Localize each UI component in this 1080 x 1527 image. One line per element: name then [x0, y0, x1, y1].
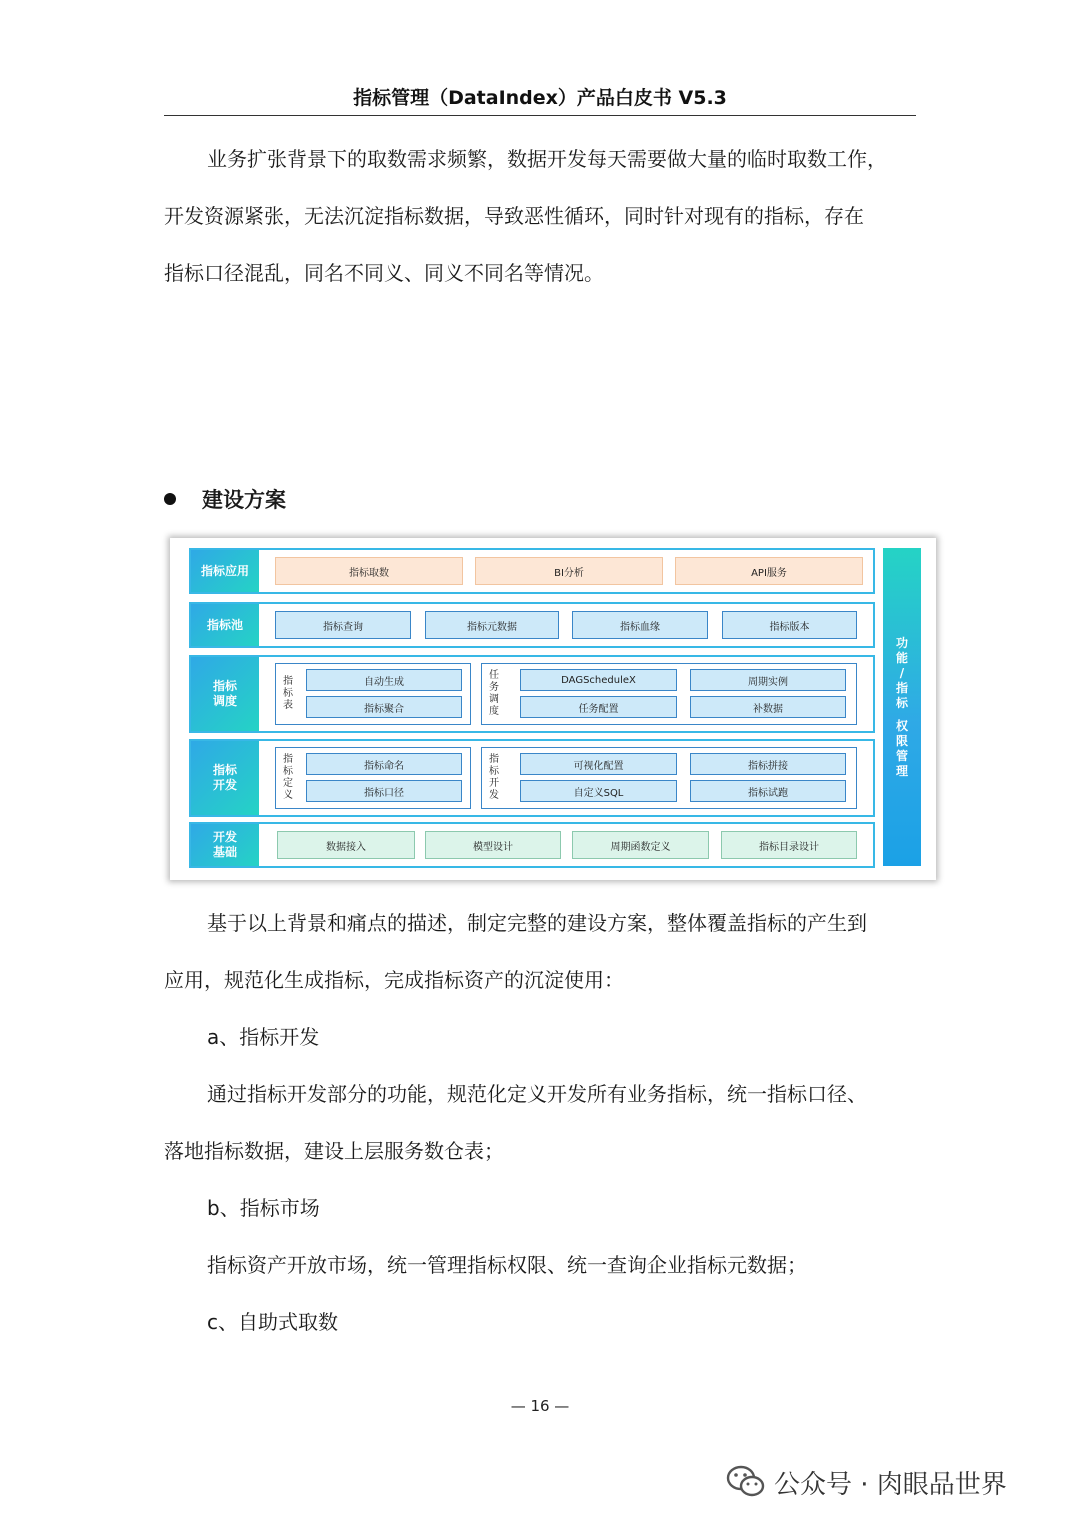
- group-metric-table: [275, 663, 471, 725]
- box-cycle-instance: 周期实例: [690, 669, 846, 691]
- body-line: 指标资产开放市场，统一管理指标权限、统一查询企业指标元数据；: [207, 1253, 807, 1277]
- box-visual-config: 可视化配置: [520, 753, 677, 775]
- list-item-heading: c、自助式取数: [207, 1310, 338, 1334]
- group-label: 指 标 开 发: [489, 754, 499, 801]
- box-metric-join: 指标拼接: [690, 753, 846, 775]
- intro-line: 指标口径混乱，同名不同义、同义不同名等情况。: [164, 261, 604, 285]
- bullet-icon: [164, 493, 176, 505]
- box-data-ingest: 数据接入: [277, 831, 415, 859]
- row-label-pool: 指标池: [191, 604, 259, 646]
- page-header-title: 指标管理（DataIndex）产品白皮书 V5.3: [353, 87, 727, 109]
- section-heading: [164, 484, 286, 514]
- body-line: 落地指标数据，建设上层服务数仓表；: [164, 1139, 504, 1163]
- section-title: 建设方案: [202, 488, 286, 512]
- group-task-schedule: [481, 663, 857, 725]
- box-metric-lineage: 指标血缘: [572, 611, 708, 639]
- row-label-develop: 指标开发: [191, 741, 259, 815]
- box-backfill-data: 补数据: [690, 696, 846, 718]
- box-metric-query: 指标查询: [275, 611, 411, 639]
- box-auto-generate: 自动生成: [306, 669, 462, 691]
- box-metric-version: 指标版本: [722, 611, 857, 639]
- diagram-row-develop: [189, 739, 875, 817]
- box-metric-metadata: 指标元数据: [425, 611, 559, 639]
- box-metric-naming: 指标命名: [306, 753, 462, 775]
- diagram-row-pool: [189, 602, 875, 648]
- wechat-icon: [726, 1464, 766, 1500]
- row-label-base: 开发基础: [191, 824, 259, 866]
- box-custom-sql: 自定义SQL: [520, 780, 677, 802]
- box-metric-trial-run: 指标试跑: [690, 780, 846, 802]
- box-api-service: API服务: [675, 557, 863, 585]
- box-dagschedulex: DAGScheduleX: [520, 669, 677, 691]
- list-item-heading: a、指标开发: [207, 1025, 320, 1049]
- diagram-row-base: [189, 822, 875, 868]
- group-label: 任 务 调 度: [489, 670, 499, 717]
- body-line: 应用，规范化生成指标，完成指标资产的沉淀使用：: [164, 968, 624, 992]
- list-item-heading: b、指标市场: [207, 1196, 320, 1220]
- box-model-design: 模型设计: [425, 831, 561, 859]
- body-line: 通过指标开发部分的功能，规范化定义开发所有业务指标，统一指标口径、: [207, 1082, 867, 1106]
- box-bi-analysis: BI分析: [475, 557, 663, 585]
- architecture-diagram: [170, 538, 936, 880]
- box-metric-caliber: 指标口径: [306, 780, 462, 802]
- page-number: — 16 —: [510, 1397, 570, 1415]
- intro-line: 业务扩张背景下的取数需求频繁，数据开发每天需要做大量的临时取数工作，: [207, 147, 887, 171]
- body-paragraph: [164, 895, 934, 1351]
- body-line: 基于以上背景和痛点的描述，制定完整的建设方案，整体覆盖指标的产生到: [207, 911, 867, 935]
- group-label: 指 标 表: [283, 676, 293, 711]
- intro-paragraph: [164, 131, 934, 302]
- row-label-schedule: 指标调度: [191, 657, 259, 731]
- box-catalog-design: 指标目录设计: [721, 831, 857, 859]
- diagram-row-app: [189, 548, 875, 594]
- box-cycle-function: 周期函数定义: [572, 831, 709, 859]
- group-metric-definition: [275, 747, 471, 809]
- box-metric-fetch: 指标取数: [275, 557, 463, 585]
- footer-watermark: [726, 1462, 1007, 1502]
- row-label-app: 指标应用: [191, 550, 259, 592]
- side-bar-permission: 功 能 / 指 标 权 限 管 理: [883, 548, 921, 866]
- diagram-row-schedule: [189, 655, 875, 733]
- box-metric-aggregate: 指标聚合: [306, 696, 462, 718]
- intro-line: 开发资源紧张，无法沉淀指标数据，导致恶性循环，同时针对现有的指标，存在: [164, 204, 864, 228]
- footer-text: 公众号 · 肉眼品世界: [774, 1469, 1007, 1500]
- group-label: 指 标 定 义: [283, 754, 293, 801]
- header-divider: [164, 115, 916, 116]
- box-task-config: 任务配置: [520, 696, 677, 718]
- group-metric-develop: [481, 747, 857, 809]
